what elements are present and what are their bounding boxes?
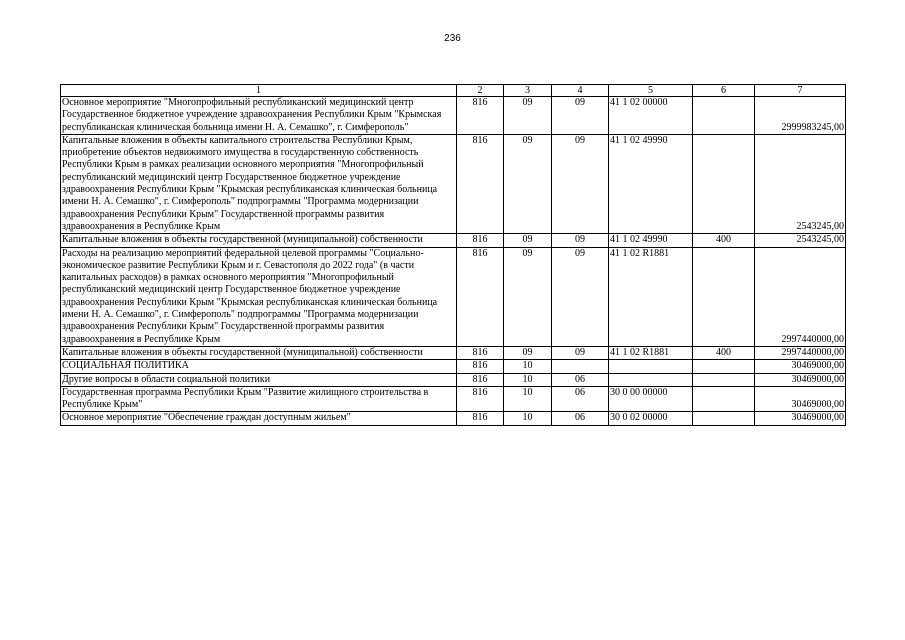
table-row	[61, 134, 846, 233]
row-name: Другие вопросы в области социальной политики	[61, 373, 457, 386]
row-grbs: 816	[457, 97, 504, 135]
header-col-5: 5	[609, 85, 693, 97]
row-sum: 2999983245,00	[755, 97, 846, 135]
row-grbs: 816	[457, 346, 504, 359]
header-col-4: 4	[552, 85, 609, 97]
row-expense-type	[693, 247, 755, 346]
row-grbs: 816	[457, 386, 504, 412]
row-section: 10	[504, 373, 552, 386]
table-row	[61, 97, 846, 135]
row-section: 10	[504, 386, 552, 412]
row-grbs: 816	[457, 412, 504, 425]
row-name: Основное мероприятие "Многопрофильный республиканский медицинский центр Государственное бюджетное учреждение здравоохранения Республики Крым "Крымская республиканская клиническая больница имени Н. А. Семашко", г. Симферополь"	[61, 97, 457, 135]
row-target-article: 41 1 02 49990	[609, 234, 693, 247]
row-subsection: 06	[552, 386, 609, 412]
table-row	[61, 360, 846, 373]
row-target-article: 30 0 02 00000	[609, 412, 693, 425]
row-name: Капитальные вложения в объекты государственной (муниципальной) собственности	[61, 346, 457, 359]
row-subsection: 09	[552, 97, 609, 135]
row-expense-type	[693, 134, 755, 233]
header-col-1: 1	[61, 85, 457, 97]
row-sum: 2997440000,00	[755, 346, 846, 359]
row-target-article: 41 1 02 49990	[609, 134, 693, 233]
row-target-article: 30 0 00 00000	[609, 386, 693, 412]
header-col-7: 7	[755, 85, 846, 97]
row-target-article	[609, 373, 693, 386]
row-sum: 2543245,00	[755, 134, 846, 233]
table-row	[61, 386, 846, 412]
header-row	[61, 85, 846, 97]
row-name: Расходы на реализацию мероприятий федеральной целевой программы "Социально-экономическое развитие Республики Крым и г. Севастополя до 2022 года" (в части капитальных расходов) в рамках основного мероприятия "Многопрофильный республиканский медицинский центр Государственное бюджетное учреждение здравоохранения Республики Крым "Крымская республиканская клиническая больница имени Н. А. Семашко", г. Симферополь" подпрограммы "Программа модернизации здравоохранения Республики Крым" Государственной программы развития здравоохранения в Республике Крым	[61, 247, 457, 346]
row-sum: 2997440000,00	[755, 247, 846, 346]
row-name: Капитальные вложения в объекты капитального строительства Республики Крым, приобретение объектов недвижимого имущества в государственную собственность Республики Крым в рамках реализации основного мероприятия "Многопрофильный республиканский медицинский центр Государственное бюджетное учреждение здравоохранения Республики Крым "Крымская республиканская клиническая больница имени Н. А. Семашко", г. Симферополь" подпрограммы "Программа модернизации здравоохранения Республики Крым" Государственной программы развития здравоохранения в Республике Крым	[61, 134, 457, 233]
row-target-article: 41 1 02 R1881	[609, 346, 693, 359]
row-target-article: 41 1 02 R1881	[609, 247, 693, 346]
row-expense-type	[693, 386, 755, 412]
row-sum: 30469000,00	[755, 360, 846, 373]
table-row	[61, 373, 846, 386]
row-target-article	[609, 360, 693, 373]
row-sum: 30469000,00	[755, 373, 846, 386]
row-subsection: 06	[552, 373, 609, 386]
header-col-2: 2	[457, 85, 504, 97]
row-expense-type	[693, 97, 755, 135]
row-subsection	[552, 360, 609, 373]
row-expense-type	[693, 360, 755, 373]
row-grbs: 816	[457, 234, 504, 247]
table-row	[61, 247, 846, 346]
table-row	[61, 412, 846, 425]
header-col-3: 3	[504, 85, 552, 97]
row-subsection: 09	[552, 346, 609, 359]
row-section: 09	[504, 97, 552, 135]
row-grbs: 816	[457, 373, 504, 386]
row-section: 09	[504, 134, 552, 233]
row-sum: 30469000,00	[755, 412, 846, 425]
header-col-6: 6	[693, 85, 755, 97]
row-sum: 2543245,00	[755, 234, 846, 247]
row-name: СОЦИАЛЬНАЯ ПОЛИТИКА	[61, 360, 457, 373]
row-grbs: 816	[457, 360, 504, 373]
row-sum: 30469000,00	[755, 386, 846, 412]
row-expense-type	[693, 412, 755, 425]
row-grbs: 816	[457, 134, 504, 233]
row-subsection: 09	[552, 234, 609, 247]
row-expense-type: 400	[693, 346, 755, 359]
row-section: 10	[504, 360, 552, 373]
budget-table	[60, 84, 846, 426]
row-grbs: 816	[457, 247, 504, 346]
row-target-article: 41 1 02 00000	[609, 97, 693, 135]
row-expense-type: 400	[693, 234, 755, 247]
row-section: 09	[504, 247, 552, 346]
row-expense-type	[693, 373, 755, 386]
row-subsection: 06	[552, 412, 609, 425]
row-section: 10	[504, 412, 552, 425]
row-section: 09	[504, 234, 552, 247]
row-name: Государственная программа Республики Крым "Развитие жилищного строительства в Республике Крым"	[61, 386, 457, 412]
row-name: Капитальные вложения в объекты государственной (муниципальной) собственности	[61, 234, 457, 247]
page-number: 236	[444, 33, 461, 44]
table-row	[61, 346, 846, 359]
row-name: Основное мероприятие "Обеспечение граждан доступным жильем"	[61, 412, 457, 425]
row-section: 09	[504, 346, 552, 359]
row-subsection: 09	[552, 247, 609, 346]
row-subsection: 09	[552, 134, 609, 233]
table-row	[61, 234, 846, 247]
